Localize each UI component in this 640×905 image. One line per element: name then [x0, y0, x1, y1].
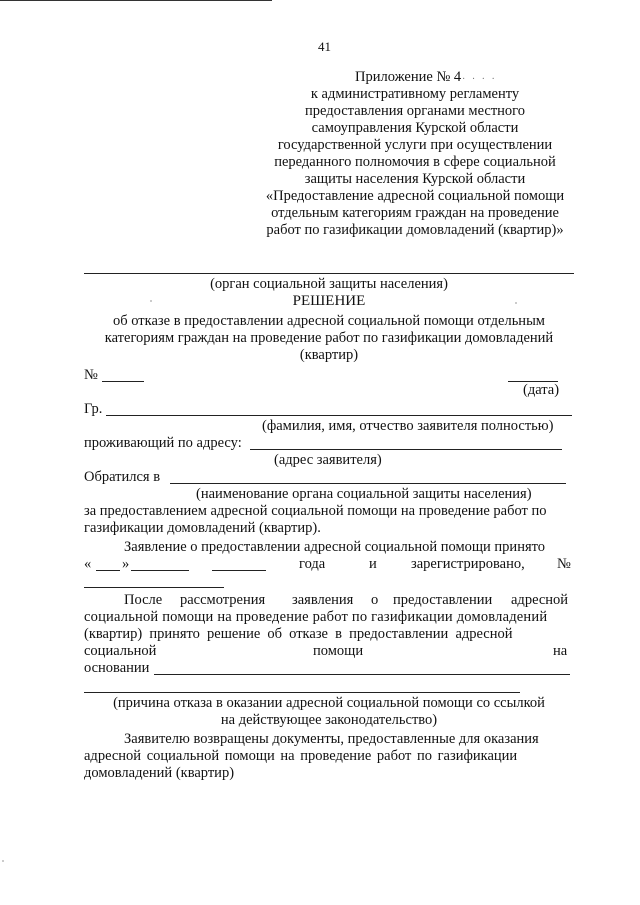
year-field-line [212, 570, 266, 571]
appendix-line: самоуправления Курской области [311, 120, 519, 136]
return-line: домовладений (квартир) [84, 765, 235, 781]
subheading-line: (квартир) [299, 347, 359, 363]
number-field-line [102, 381, 144, 382]
month-field-line [131, 570, 189, 571]
registration-number-line [84, 587, 224, 588]
and-word: и [369, 556, 377, 572]
registered-word: зарегистрировано, [411, 556, 525, 572]
number-label: № [84, 367, 98, 383]
scan-speck [515, 302, 517, 304]
appendix-title-marks: · · · · [462, 74, 497, 85]
applied-caption: (наименование органа социальной защиты населения) [196, 486, 532, 502]
citizen-caption: (фамилия, имя, отчество заявителя полностью) [262, 418, 554, 434]
address-field-line [250, 449, 562, 450]
number-sign: № [557, 556, 571, 572]
appendix-line: отдельным категориям граждан на проведение [271, 205, 559, 221]
appendix-line: «Предоставление адресной социальной помощи [265, 188, 565, 204]
quote-close: » [122, 556, 130, 572]
decision-word: адресной [511, 592, 569, 608]
quote-open: « [84, 556, 92, 572]
day-field-line [96, 570, 120, 571]
top-edge-rule [0, 0, 272, 1]
subheading-line: категориям граждан на проведение работ по газификации домовладений [104, 330, 554, 346]
year-word: года [299, 556, 326, 572]
decision-line-5: основании [84, 660, 150, 676]
reason-caption-line: (причина отказа в оказании адресной социальной помощи со ссылкой [113, 695, 545, 711]
decision-word: социальной [84, 643, 157, 659]
appendix-line: к административному регламенту [310, 86, 520, 102]
decision-word: о [371, 592, 379, 608]
decision-word: рассмотрения [180, 592, 266, 608]
decision-word: помощи [313, 643, 364, 659]
citizen-label: Гр. [84, 401, 103, 417]
decision-line-2: социальной помощи на проведение работ по газификации домовладений [84, 609, 548, 625]
return-line: Заявителю возвращены документы, предоставленные для оказания [124, 731, 539, 747]
decision-line-3: (квартир) принято решение об отказе в предоставлении адресной [84, 626, 513, 642]
appendix-line: государственной услуги при осуществлении [277, 137, 553, 153]
basis-field-line [154, 674, 570, 675]
document-heading: РЕШЕНИЕ [292, 293, 366, 309]
subheading-line: об отказе в предоставлении адресной социальной помощи отдельным [113, 313, 545, 329]
appendix-line: предоставления органами местного [305, 103, 525, 119]
purpose-line: газификации домовладений (квартир). [84, 520, 321, 536]
reason-field-line [84, 692, 520, 693]
decision-word: После [124, 592, 163, 608]
citizen-field-line [106, 415, 572, 416]
scan-speck [2, 860, 4, 862]
applied-field-line [170, 483, 566, 484]
scan-speck [150, 300, 152, 302]
address-label: проживающий по адресу: [84, 435, 242, 451]
decision-word: предоставлении [393, 592, 493, 608]
date-caption: (дата) [523, 382, 560, 398]
purpose-line: за предоставлением адресной социальной помощи на проведение работ по [84, 503, 547, 519]
organ-caption: (орган социальной защиты населения) [210, 276, 448, 292]
applied-label: Обратился в [84, 469, 161, 485]
appendix-line: защиты населения Курской области [304, 171, 526, 187]
appendix-title: Приложение № 4 [355, 69, 462, 85]
address-caption: (адрес заявителя) [274, 452, 382, 468]
reason-caption-line: на действующее законодательство) [220, 712, 438, 728]
organ-field-line [84, 273, 574, 274]
page-number: 41 [318, 39, 331, 54]
return-line: адресной социальной помощи на проведение работ по газификации [84, 748, 518, 764]
appendix-line: переданного полномочия в сфере социальной [274, 154, 556, 170]
decision-word: заявления [292, 592, 354, 608]
application-line: Заявление о предоставлении адресной социальной помощи принято [124, 539, 546, 555]
decision-word: на [553, 643, 568, 659]
appendix-line: работ по газификации домовладений (квартир)» [266, 222, 564, 238]
